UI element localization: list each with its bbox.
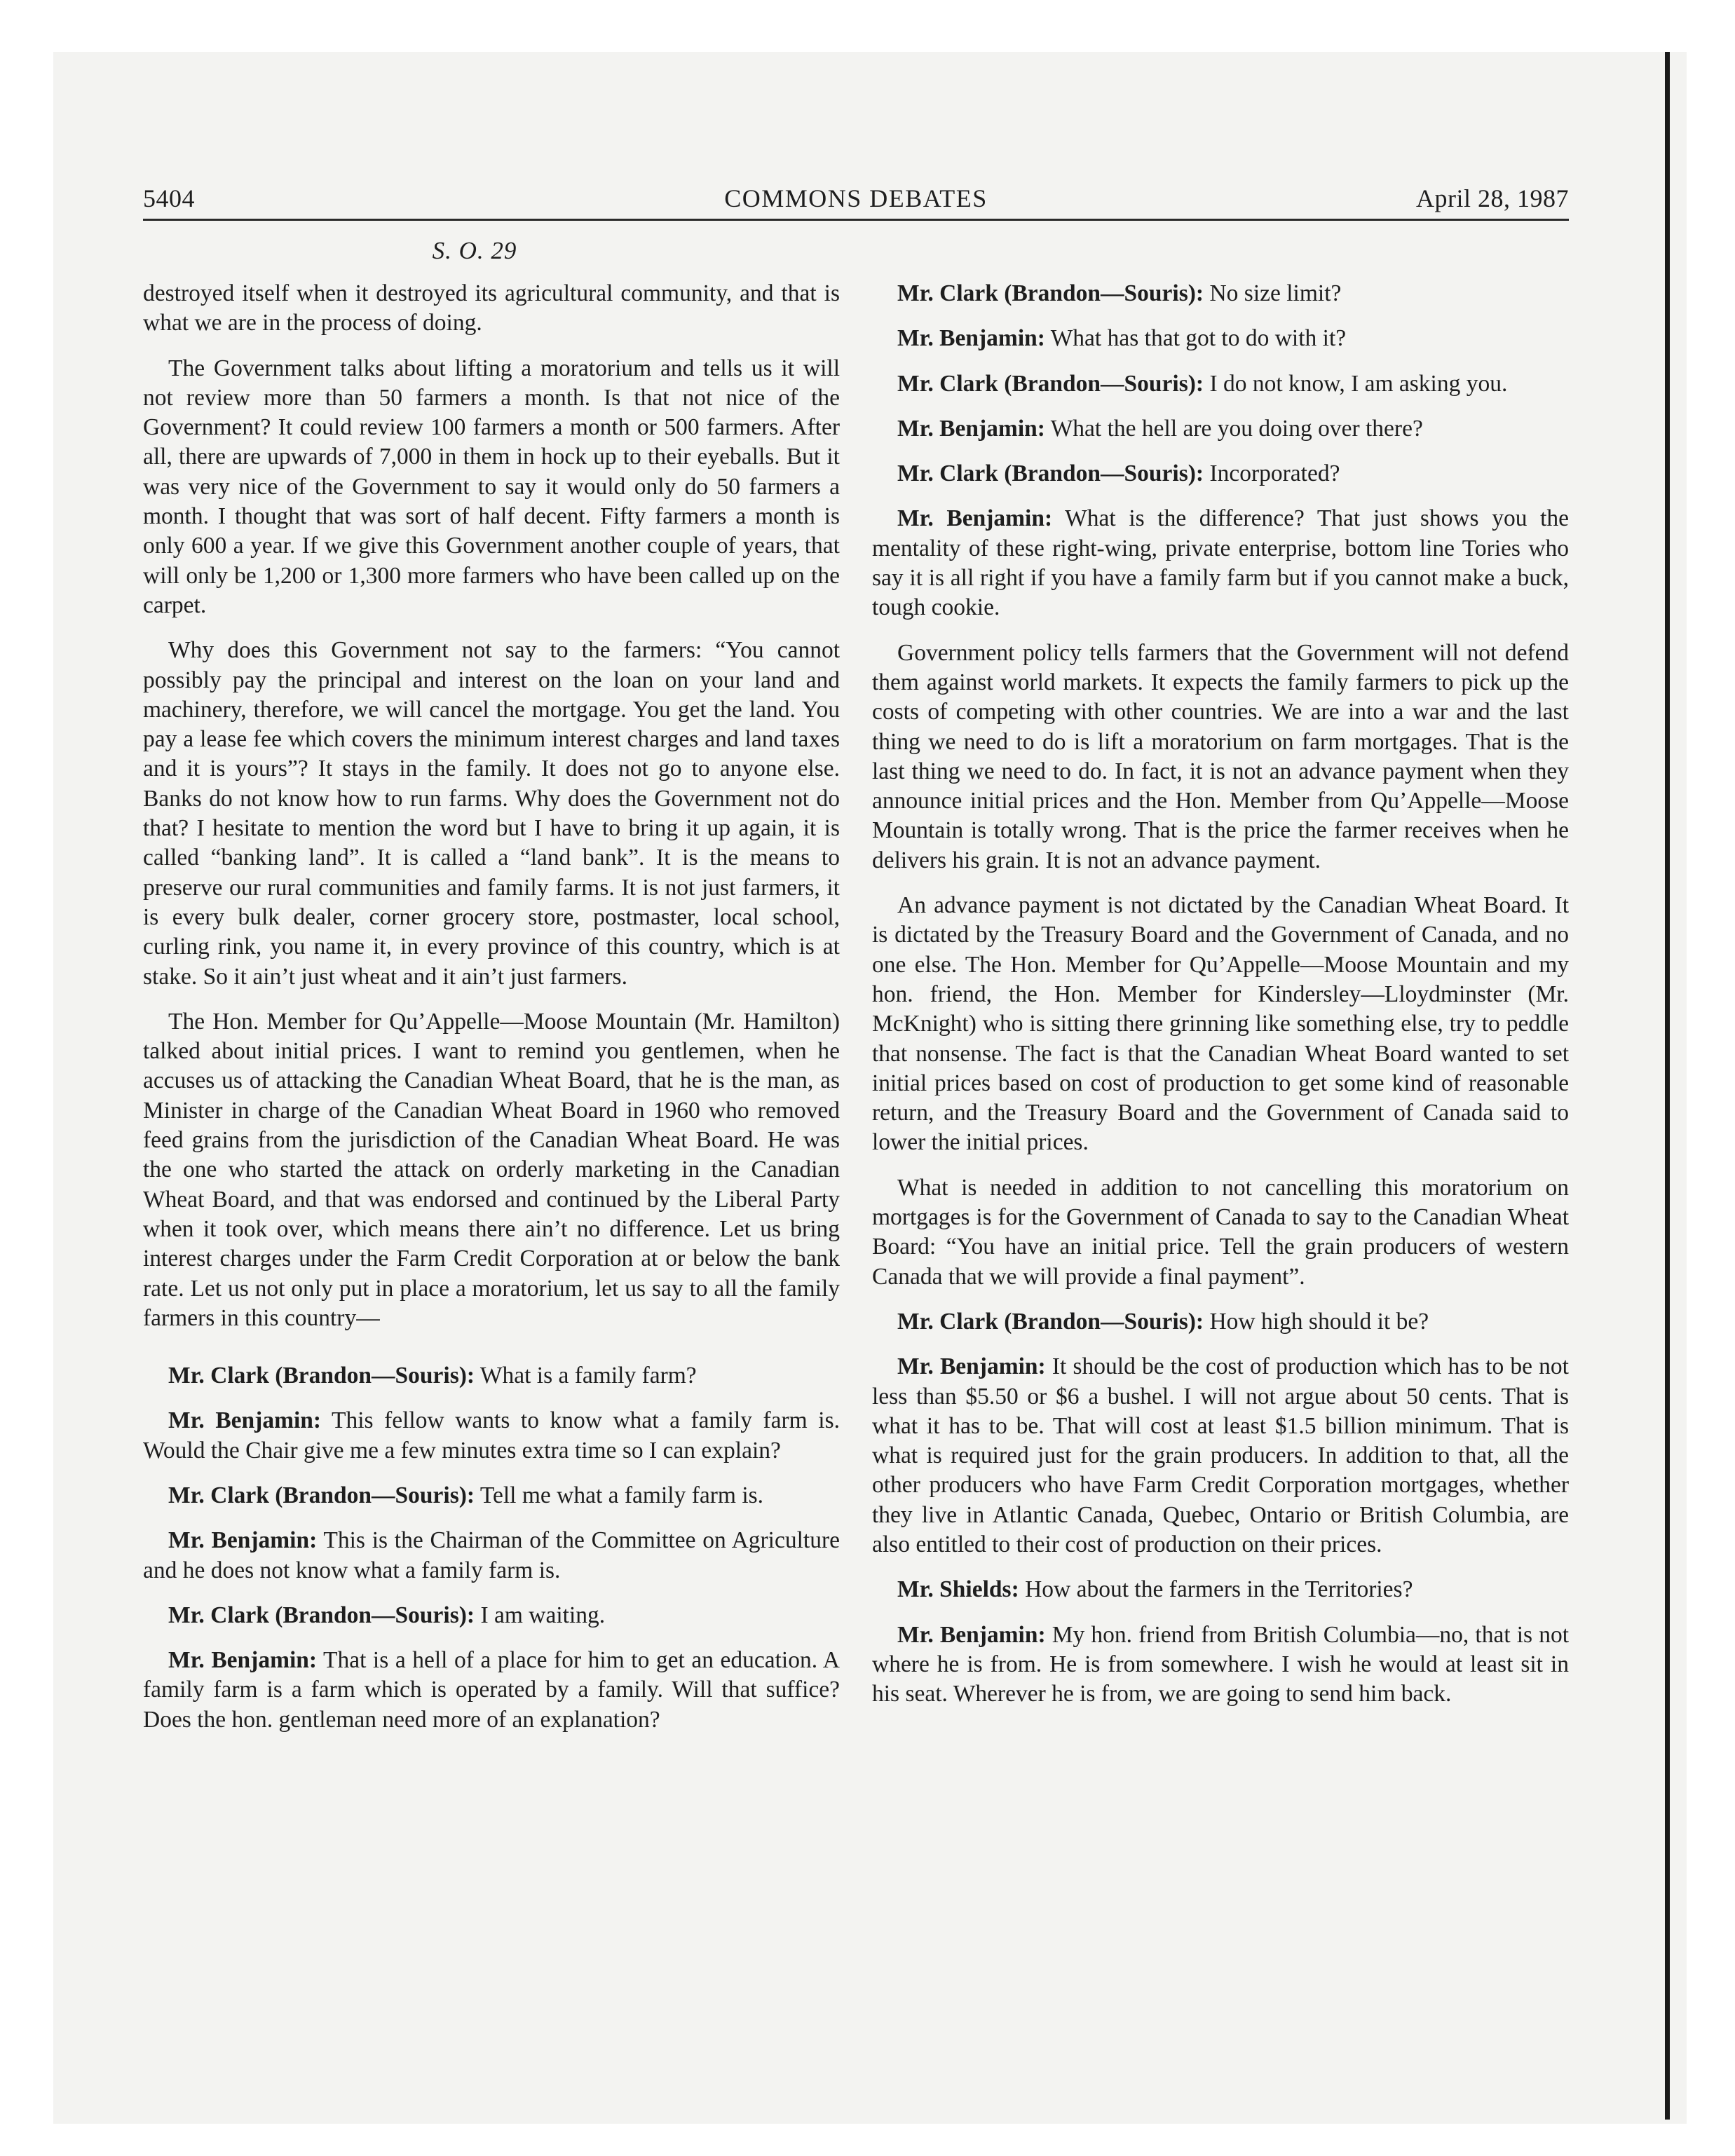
right-column: [872, 279, 1569, 1724]
paragraph: [143, 354, 840, 621]
paragraph-text: What is a family farm?: [475, 1363, 697, 1389]
paragraph-text: What has that got to do with it?: [1045, 325, 1347, 352]
paragraph-text: It should be the cost of production which has to be not less than $5.50 or $6 a bushel. I will not argue about 50 cents. That is what it has to be. That will cost at least $1.5 billion minimum. That is what is required just for the grain producers. In addition to that, all the other producers who have Farm Credit Corporation mortgages, whether they live in Atlantic Canada, Quebec, Ontario or British Columbia, are also entitled to their cost of production on their prices.: [872, 1353, 1569, 1557]
paragraph-text: I am waiting.: [475, 1602, 606, 1628]
speaker-name: Mr. Clark (Brandon—Souris):: [168, 1482, 475, 1508]
paragraph-text: How about the farmers in the Territories?: [1019, 1576, 1413, 1603]
paragraph-text: What is needed in addition to not cancelling this moratorium on mortgages is for the Government of Canada to say to the Canadian Wheat Board: “You have an initial price. Tell the grain producers of western Canada that we will provide a final payment”.: [872, 1174, 1569, 1290]
paragraph: [872, 1575, 1569, 1604]
speaker-name: Mr. Clark (Brandon—Souris):: [897, 370, 1204, 397]
paragraph-text: How high should it be?: [1204, 1308, 1429, 1335]
speaker-name: Mr. Benjamin:: [168, 1527, 318, 1554]
speaker-name: Mr. Clark (Brandon—Souris):: [897, 280, 1204, 306]
speaker-name: Mr. Benjamin:: [897, 1353, 1046, 1380]
paragraph: [872, 459, 1569, 489]
page-edge-shadow: [1665, 52, 1670, 2120]
paragraph-text: destroyed itself when it destroyed its agricultural community, and that is what we are in the process of doing.: [143, 280, 840, 336]
section-label: S. O. 29: [432, 237, 517, 264]
paragraph: [872, 1352, 1569, 1560]
publication-title: COMMONS DEBATES: [724, 184, 988, 212]
paragraph-text: No size limit?: [1204, 280, 1342, 306]
paragraph-text: That is a hell of a place for him to get an education. A family farm is a farm which is operated by a family. Will that suffice? Does the hon. gentleman need more of an explanation?: [143, 1647, 840, 1733]
paragraph-text: My hon. friend from British Columbia—no, that is not where he is from. He is from somewhere. I wish he would at least sit in his seat. Wherever he is from, we are going to send him back.: [872, 1621, 1569, 1707]
paragraph-text: This is the Chairman of the Committee on Agriculture and he does not know what a family farm is.: [143, 1527, 840, 1583]
paragraph: [872, 324, 1569, 353]
paragraph-text: Why does this Government not say to the farmers: “You cannot possibly pay the principal and interest on the loan on your land and machinery, therefore, we will cancel the mortgage. You get the land. You pay a lease fee which covers the minimum interest charges and land taxes and it is yours”? It stays in the family. It does not go to anyone else. Banks do not know how to run farms. Why does the Government not do that? I hesitate to mention the word but I have to bring it up again, it is called “banking land”. It is called a “land bank”. It is the means to preserve our rural communities and family farms. It is not just farmers, it is every bulk dealer, corner grocery store, postmaster, local school, curling rink, you name it, in every province of this country, which is at stake. So it ain’t just wheat and it ain’t just farmers.: [143, 637, 840, 990]
left-column: [143, 279, 840, 1750]
paragraph: [872, 1621, 1569, 1710]
paragraph-text: The Hon. Member for Qu’Appelle—Moose Mountain (Mr. Hamilton) talked about initial prices. I want to remind you gentlemen, when he accuses us of attacking the Canadian Wheat Board, that he is the man, as Minister in charge of the Canadian Wheat Board in 1960 who removed feed grains from the jurisdiction of the Canadian Wheat Board. He was the one who started the attack on orderly marketing in the Canadian Wheat Board, and that was endorsed and continued by the Liberal Party when it took over, which means there ain’t no difference. Let us bring interest charges under the Farm Credit Corporation at or below the bank rate. Let us not only put in place a moratorium, let us say to all the family farmers in this country—: [143, 1008, 840, 1331]
paragraph: [872, 639, 1569, 875]
speaker-name: Mr. Clark (Brandon—Souris):: [168, 1602, 475, 1628]
paragraph-text: This fellow wants to know what a family farm is. Would the Chair give me a few minutes extra time so I can explain?: [143, 1407, 840, 1464]
paragraph: [872, 279, 1569, 308]
speaker-name: Mr. Shields:: [897, 1576, 1019, 1603]
speaker-name: Mr. Benjamin:: [897, 505, 1053, 532]
paragraph-text: The Government talks about lifting a moratorium and tells us it will not review more than 50 farmers a month. Is that not nice of the Government? It could review 100 farmers a month or 500 farmers. After all, there are upwards of 7,000 in them in hock up to their eyeballs. But it was very nice of the Government to say it would only do 50 farmers a month. I thought that was sort of half decent. Fifty farmers a month is only 600 a year. If we give this Government another couple of years, that will only be 1,200 or 1,300 more farmers who have been called up on the carpet.: [143, 355, 840, 618]
speaker-name: Mr. Clark (Brandon—Souris):: [168, 1363, 475, 1389]
paragraph: [872, 1307, 1569, 1337]
running-header: [143, 184, 1569, 216]
speaker-name: Mr. Benjamin:: [168, 1407, 322, 1434]
paragraph: [872, 414, 1569, 444]
speaker-name: Mr. Clark (Brandon—Souris):: [897, 1308, 1204, 1335]
speaker-name: Mr. Benjamin:: [168, 1647, 318, 1674]
paragraph-text: Government policy tells farmers that the Government will not defend them against world markets. It expects the family farmers to pick up the costs of competing with other countries. We are into a war and the last thing we need to do is lift a moratorium on farm mortgages. That is the last thing we need to do. In fact, it is not an advance payment when they announce initial prices and the Hon. Member from Qu’Appelle—Moose Mountain is totally wrong. That is the price the farmer receives when he delivers his grain. It is not an advance payment.: [872, 639, 1569, 873]
paragraph-text: An advance payment is not dictated by the Canadian Wheat Board. It is dictated by the Treasury Board and the Government of Canada, and no one else. The Hon. Member for Qu’Appelle—Moose Mountain and my hon. friend, the Hon. Member for Kindersley—Lloydminster (Mr. McKnight) who is sitting there grinning like something else, try to peddle that nonsense. The fact is that the Canadian Wheat Board wanted to set initial prices based on cost of production to get some kind of reasonable return, and the Treasury Board and the Government of Canada said to lower the initial prices.: [872, 892, 1569, 1156]
speaker-name: Mr. Benjamin:: [897, 415, 1045, 442]
paragraph-text: What is the difference? That just shows you the mentality of these right-wing, private enterprise, bottom line Tories who say it is all right if you have a family farm but if you cannot make a buck, tough cookie.: [872, 505, 1569, 621]
paragraph: [143, 1646, 840, 1735]
paragraph-text: What the hell are you doing over there?: [1045, 415, 1423, 442]
paragraph: [143, 1526, 840, 1585]
paragraph: [143, 1481, 840, 1510]
paragraph: [143, 1361, 840, 1391]
paragraph-text: I do not know, I am asking you.: [1204, 370, 1508, 397]
header-rule: [143, 219, 1569, 221]
paragraph: [872, 1173, 1569, 1292]
paragraph: [143, 1007, 840, 1333]
paragraph: [143, 636, 840, 992]
speaker-name: Mr. Clark (Brandon—Souris):: [897, 460, 1204, 487]
paragraph-text: Incorporated?: [1204, 460, 1340, 487]
paragraph: [143, 1406, 840, 1466]
page-number: 5404: [143, 184, 195, 212]
paragraph: [872, 369, 1569, 399]
speaker-name: Mr. Benjamin:: [897, 1621, 1046, 1648]
paragraph: [143, 279, 840, 339]
speaker-name: Mr. Benjamin:: [897, 325, 1045, 352]
paragraph-text: Tell me what a family farm is.: [475, 1482, 764, 1508]
publication-date: April 28, 1987: [1416, 184, 1569, 212]
paragraph: [872, 891, 1569, 1158]
paragraph: [143, 1601, 840, 1630]
paragraph: [872, 504, 1569, 622]
